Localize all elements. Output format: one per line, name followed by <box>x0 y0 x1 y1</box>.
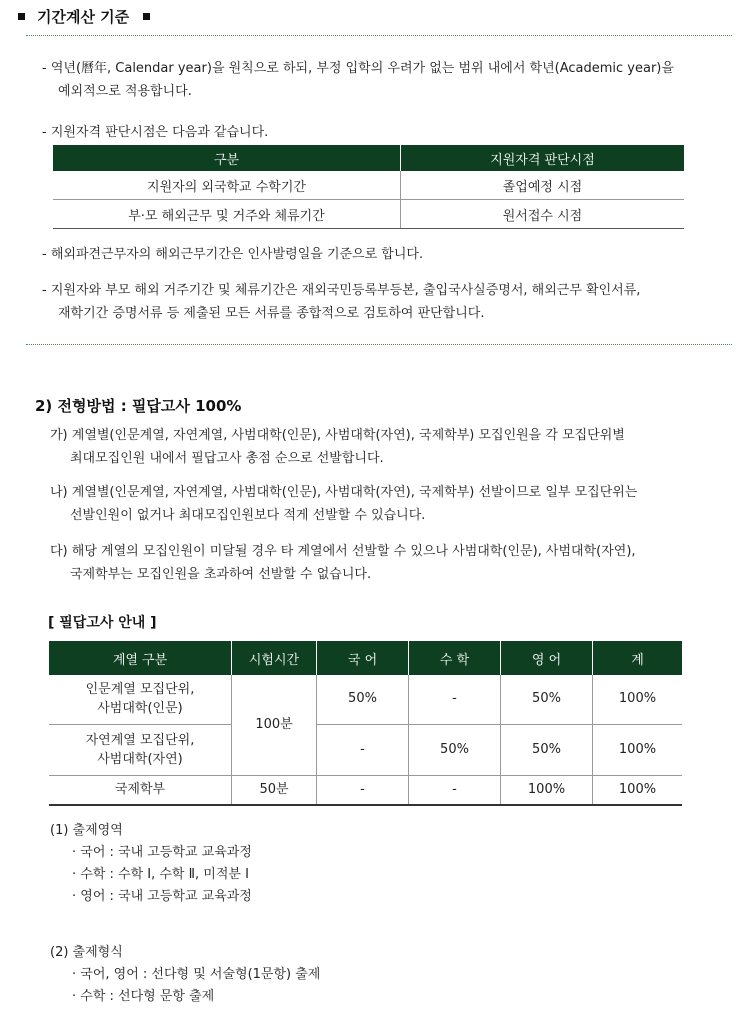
table-cell: 50분 <box>232 775 317 805</box>
list-item: · 국어 : 국내 고등학교 교육과정 <box>72 845 252 860</box>
format-section <box>50 942 320 1008</box>
table-cell: - <box>409 675 501 724</box>
calendar-year-note <box>42 57 674 103</box>
paragraph-line: 최대모집인원 내에서 필답고사 총점 순으로 선발합니다. <box>70 451 384 466</box>
scope-title: (1) 출제영역 <box>50 823 123 838</box>
table-cell: 졸업예정 시점 <box>401 171 685 200</box>
square-bullet-icon <box>18 13 25 20</box>
table-cell: 100% <box>501 775 593 805</box>
table-cell: 100% <box>593 675 683 724</box>
table-cell: 100분 <box>232 675 317 775</box>
table-cell: - <box>317 775 409 805</box>
square-bullet-icon <box>143 13 150 20</box>
item-da <box>50 540 636 586</box>
format-title: (2) 출제형식 <box>50 945 123 960</box>
criteria-intro <box>42 121 268 144</box>
table-cell: 100% <box>593 775 683 805</box>
exam-table <box>49 641 682 806</box>
cell-line: 자연계열 모집단위, <box>85 732 195 748</box>
paragraph-line: - 지원자와 부모 해외 거주기간 및 체류기간은 재외국민등록부등본, 출입국사실증명서, 해외근무 확인서류, <box>42 283 641 298</box>
section-title <box>18 6 150 27</box>
table-cell: - <box>409 775 501 805</box>
table-header: 계 <box>593 641 683 675</box>
section-title-text: 기간계산 기준 <box>37 8 130 26</box>
table-header: 시험시간 <box>232 641 317 675</box>
cell-line: 인문계열 모집단위, <box>85 682 195 698</box>
item-na <box>50 481 637 527</box>
table-cell: 50% <box>409 724 501 775</box>
list-item: · 수학 : 선다형 문항 출제 <box>72 989 215 1004</box>
table-row <box>53 171 684 200</box>
table-header: 수 학 <box>409 641 501 675</box>
overseas-worker-note <box>42 243 423 266</box>
paragraph-line: 국제학부는 모집인원을 초과하여 선발할 수 없습니다. <box>70 567 372 582</box>
table-row <box>49 775 682 805</box>
table-cell: 50% <box>317 675 409 724</box>
table-cell <box>49 724 232 775</box>
table-cell: 부·모 해외근무 및 거주와 체류기간 <box>53 200 401 229</box>
paragraph-line: 나) 계열별(인문계열, 자연계열, 사범대학(인문), 사범대학(자연), 국제학부) 선발이므로 일부 모집단위는 <box>50 485 638 500</box>
table-cell: 100% <box>593 724 683 775</box>
document-review-note <box>42 279 640 325</box>
list-item: · 영어 : 국내 고등학교 교육과정 <box>72 889 252 904</box>
table-header: 국 어 <box>317 641 409 675</box>
criteria-table <box>53 145 684 229</box>
list-item: · 수학 : 수학 Ⅰ, 수학 Ⅱ, 미적분 Ⅰ <box>72 867 249 882</box>
table-row <box>53 200 684 229</box>
table-cell <box>49 675 232 724</box>
divider <box>26 35 732 36</box>
list-item: · 국어, 영어 : 선다형 및 서술형(1문항) 출제 <box>72 967 321 982</box>
table-cell: 50% <box>501 724 593 775</box>
selection-method-heading: 2) 전형방법 : 필답고사 100% <box>35 397 242 415</box>
table-cell: - <box>317 724 409 775</box>
table-cell: 50% <box>501 675 593 724</box>
paragraph-line: - 해외파견근무자의 해외근무기간은 인사발령일을 기준으로 합니다. <box>42 247 424 262</box>
table-header: 계열 구분 <box>49 641 232 675</box>
paragraph-line: 선발인원이 없거나 최대모집인원보다 적게 선발할 수 있습니다. <box>70 508 426 523</box>
exam-guide-title: [ 필답고사 안내 ] <box>48 615 157 631</box>
paragraph-line: 다) 해당 계열의 모집인원이 미달될 경우 타 계열에서 선발할 수 있으나 사범대학(인문), 사범대학(자연), <box>50 544 636 559</box>
table-cell: 원서접수 시점 <box>401 200 685 229</box>
table-row <box>49 724 682 775</box>
table-row <box>49 675 682 724</box>
paragraph-line: 예외적으로 적용합니다. <box>58 84 192 99</box>
table-header: 영 어 <box>501 641 593 675</box>
table-header: 구분 <box>53 145 401 171</box>
table-header: 지원자격 판단시점 <box>401 145 685 171</box>
cell-line: 사범대학(자연) <box>97 751 183 767</box>
paragraph-line: - 역년(曆年, Calendar year)을 원칙으로 하되, 부정 입학의 우려가 없는 범위 내에서 학년(Academic year)을 <box>42 61 674 76</box>
scope-section <box>50 820 252 908</box>
item-ga <box>50 424 625 470</box>
table-cell: 지원자의 외국학교 수학기간 <box>53 171 401 200</box>
paragraph-line: - 지원자격 판단시점은 다음과 같습니다. <box>42 125 269 140</box>
table-cell: 국제학부 <box>49 775 232 805</box>
paragraph-line: 가) 계열별(인문계열, 자연계열, 사범대학(인문), 사범대학(자연), 국제학부) 모집인원을 각 모집단위별 <box>50 428 625 443</box>
paragraph-line: 재학기간 증명서류 등 제출된 모든 서류를 종합적으로 검토하여 판단합니다. <box>58 306 485 321</box>
cell-line: 사범대학(인문) <box>97 701 183 717</box>
divider <box>26 344 732 345</box>
